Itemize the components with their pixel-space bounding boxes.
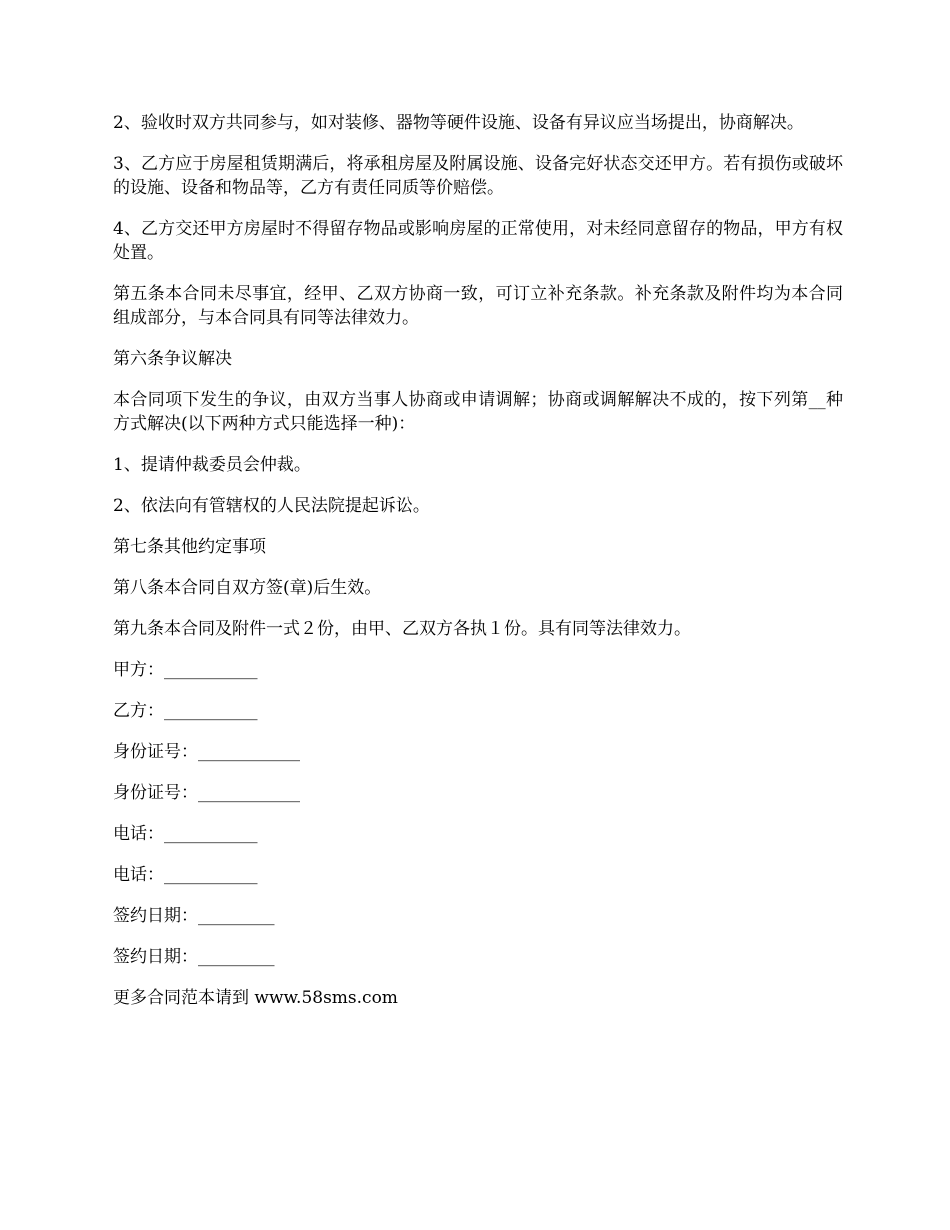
phone-field-a: 电话：___________ [113,824,258,844]
footer-more-templates: 更多合同范本请到 www.58sms.com [113,988,398,1008]
id-number-field-b: 身份证号：____________ [113,783,300,803]
id-number-field-a: 身份证号：____________ [113,742,300,762]
clause-acceptance-inspection: 2、验收时双方共同参与，如对装修、器物等硬件设施、设备有异议应当场提出，协商解决。 [113,113,804,133]
article-6-heading: 第六条争议解决 [113,349,232,369]
article-9-copies: 第九条本合同及附件一式２份，由甲、乙双方各执１份。具有同等法律效力。 [113,619,691,639]
phone-field-b: 电话：___________ [113,865,258,885]
clause-leftover-items: 4、乙方交还甲方房屋时不得留存物品或影响房屋的正常使用，对未经同意留存的物品，甲方有权处置。 [113,219,843,263]
article-7-heading: 第七条其他约定事项 [113,537,266,557]
party-a-signature-field: 甲方：___________ [113,660,258,680]
signing-date-field-a: 签约日期：_________ [113,906,275,926]
signing-date-field-b: 签约日期：_________ [113,947,275,967]
party-b-signature-field: 乙方：___________ [113,701,258,721]
dispute-resolution-text: 本合同项下发生的争议，由双方当事人协商或申请调解；协商或调解解决不成的，按下列第__种方式解决(以下两种方式只能选择一种)： [113,390,843,434]
document-body [113,111,843,1027]
dispute-option-litigation: 2、依法向有管辖权的人民法院提起诉讼。 [113,496,430,516]
article-5-supplementary: 第五条本合同未尽事宜，经甲、乙双方协商一致，可订立补充条款。补充条款及附件均为本合同组成部分，与本合同具有同等法律效力。 [113,284,843,328]
clause-return-property: 3、乙方应于房屋租赁期满后，将承租房屋及附属设施、设备完好状态交还甲方。若有损伤或破坏的设施、设备和物品等，乙方有责任同质等价赔偿。 [113,154,843,198]
dispute-option-arbitration: 1、提请仲裁委员会仲裁。 [113,455,311,475]
article-8-effective: 第八条本合同自双方签(章)后生效。 [113,578,382,598]
